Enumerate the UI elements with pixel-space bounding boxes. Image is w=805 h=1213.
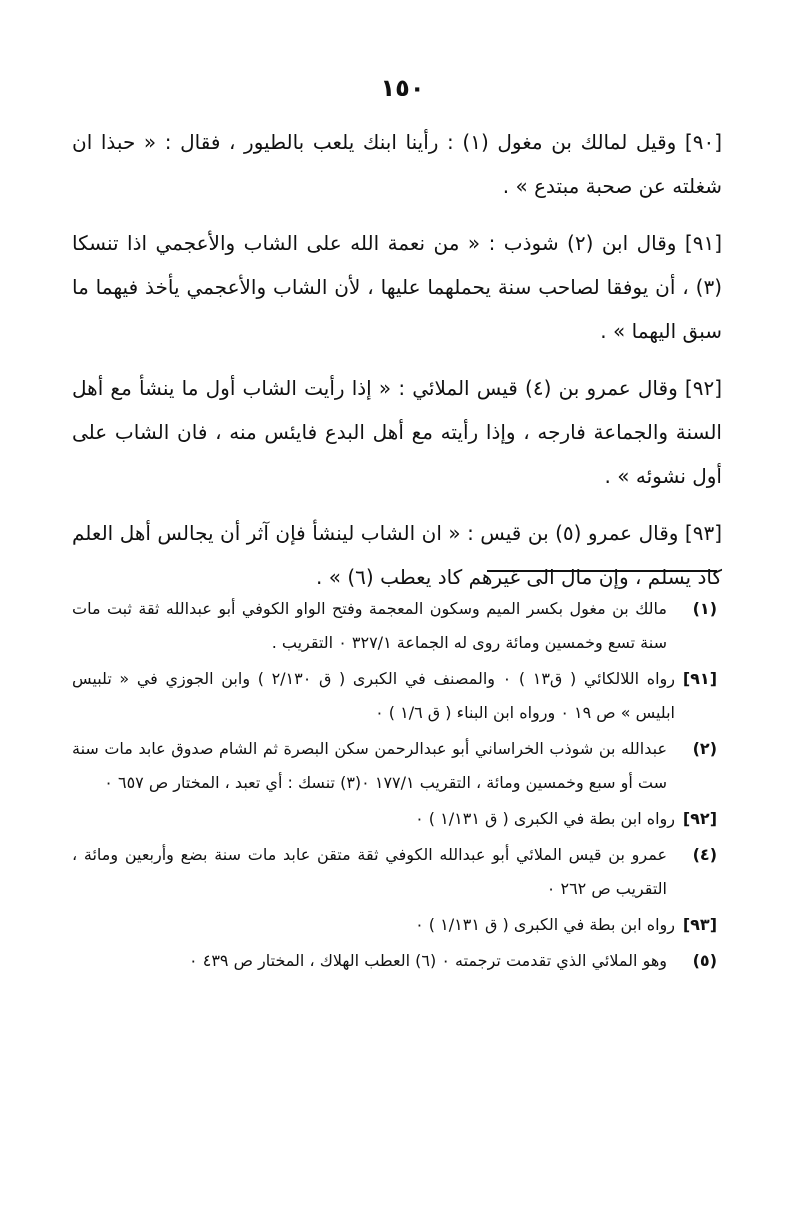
footnote-text: رواه اللالكائي ( ق١٣ ) ۰ والمصنف في الكبرى ( ق ٢/١٣٠ ) وابن الجوزي في « تلبيس ابليس » ص ١٩ ۰ ورواه ابن البناء ( ق ١/٦ ) ۰	[72, 669, 675, 722]
footnote	[72, 908, 717, 942]
footnote-divider	[487, 570, 717, 572]
footnote	[72, 732, 717, 800]
footnote-text: رواه ابن بطة في الكبرى ( ق ١/١٣١ ) ۰	[415, 809, 675, 828]
footnote-marker: (١)	[692, 599, 717, 618]
footnote	[72, 592, 717, 660]
paragraph-91: [٩١] وقال ابن (٢) شوذب : « من نعمة الله على الشاب والأعجمي اذا تنسكا (٣) ، أن يوفقا لصاحب سنة يحملهما عليها ، لأن الشاب والأعجمي يأخذ فيهما ما سبق اليهما » .	[72, 231, 722, 343]
footnote	[72, 838, 717, 906]
footnote	[72, 802, 717, 836]
main-text	[72, 120, 722, 612]
footnote-marker: [٩٣]	[682, 915, 717, 934]
paragraph-92: [٩٢] وقال عمرو بن (٤) قيس الملائي : « إذا رأيت الشاب أول ما ينشأ مع أهل السنة والجماعة فارجه ، وإذا رأيته مع أهل البدع فايئس منه ، فان الشاب على أول نشوئه » .	[72, 376, 722, 488]
footnote-marker: (٤)	[692, 845, 717, 864]
footnote-text: وهو الملائي الذي تقدمت ترجمته ۰ (٦) العطب الهلاك ، المختار ص ٤٣٩ ۰	[189, 951, 667, 970]
footnote-text: عبدالله بن شوذب الخراساني أبو عبدالرحمن سكن البصرة ثم الشام صدوق عابد مات سنة ست أو سبع وخمسين ومائة ، التقريب ١٧٧/١ ۰(٣) تنسك : أي تعبد ، المختار ص ٦٥٧ ۰	[72, 739, 667, 792]
footnotes	[72, 592, 717, 980]
footnote	[72, 944, 717, 978]
footnote-marker: (٢)	[692, 739, 717, 758]
footnote-text: رواه ابن بطة في الكبرى ( ق ١/١٣١ ) ۰	[415, 915, 675, 934]
paragraph-93: [٩٣] وقال عمرو (٥) بن قيس : « ان الشاب لينشأ فإن آثر أن يجالس أهل العلم كاد يسلم ، وإن مال الى غيرهم كاد يعطب (٦) » .	[72, 521, 722, 589]
page-number: ١٥٠	[380, 74, 425, 102]
footnote-marker: [٩٢]	[682, 809, 717, 828]
footnote-text: عمرو بن قيس الملائي أبو عبدالله الكوفي ثقة متقن عابد مات سنة بضع وأربعين ومائة ، التقريب ص ٢٦٢ ۰	[72, 845, 667, 898]
footnote-text: مالك بن مغول بكسر الميم وسكون المعجمة وفتح الواو الكوفي أبو عبدالله ثقة ثبت مات سنة تسع وخمسين ومائة روى له الجماعة ٣٢٧/١ ۰ التقريب .	[72, 599, 667, 652]
paragraph-90: [٩٠] وقيل لمالك بن مغول (١) : رأينا ابنك يلعب بالطيور ، فقال : « حبذا ان شغلته عن صحبة مبتدع » .	[72, 130, 722, 198]
footnote-marker: (٥)	[692, 951, 717, 970]
footnote	[72, 662, 717, 730]
footnote-marker: [٩١]	[682, 669, 717, 688]
